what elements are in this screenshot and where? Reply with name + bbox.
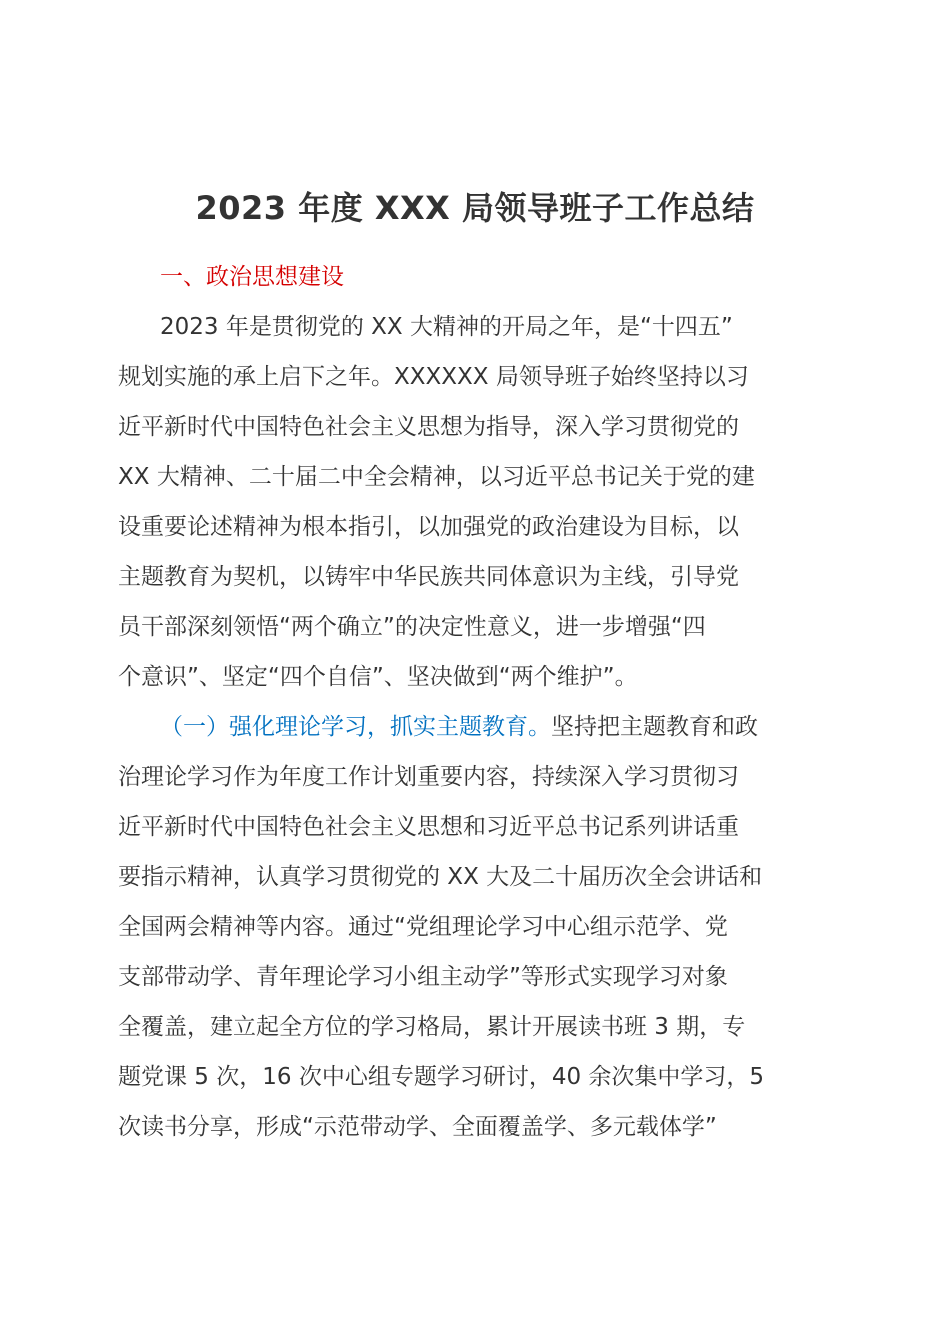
subsection-heading-theory-study: （一）强化理论学习，抓实主题教育。 [160,714,551,740]
paragraph-line: 全国两会精神等内容。通过“党组理论学习中心组示范学、党 [118,914,728,940]
paragraph-line: 设重要论述精神为根本指引，以加强党的政治建设为目标，以 [118,514,739,540]
paragraph-line: 支部带动学、青年理论学习小组主动学”等形式实现学习对象 [118,964,728,990]
document-title: 2023 年度 XXX 局领导班子工作总结 [195,189,755,227]
paragraph-line [118,702,832,752]
paragraph-line: 次读书分享，形成“示范带动学、全面覆盖学、多元载体学” [118,1114,717,1140]
paragraph-line: 主题教育为契机，以铸牢中华民族共同体意识为主线，引导党 [118,564,739,590]
paragraph-line: 规划实施的承上启下之年。XXXXXX 局领导班子始终坚持以习 [118,364,749,390]
paragraph-line: 员干部深刻领悟“两个确立”的决定性意义，进一步增强“四 [118,614,706,640]
paragraph-line: 全覆盖，建立起全方位的学习格局，累计开展读书班 3 期，专 [118,1014,746,1040]
paragraph-theory-study [118,702,832,1152]
section-heading-political: 一、政治思想建设 [160,264,344,290]
paragraph-line: 个意识”、坚定“四个自信”、坚决做到“两个维护”。 [118,664,638,690]
paragraph-line: 近平新时代中国特色社会主义思想和习近平总书记系列讲话重 [118,814,739,840]
paragraph-line: 近平新时代中国特色社会主义思想为指导，深入学习贯彻党的 [118,414,739,440]
paragraph-line: 题党课 5 次，16 次中心组专题学习研讨，40 余次集中学习，5 [118,1064,765,1090]
paragraph-line-rest: 坚持把主题教育和政 [551,714,758,740]
document-body [118,252,832,1152]
paragraph-line: XX 大精神、二十届二中全会精神，以习近平总书记关于党的建 [118,464,755,490]
paragraph-line: 治理论学习作为年度工作计划重要内容，持续深入学习贯彻习 [118,764,739,790]
paragraph-line: 要指示精神，认真学习贯彻党的 XX 大及二十届历次全会讲话和 [118,864,763,890]
paragraph-line: 2023 年是贯彻党的 XX 大精神的开局之年，是“十四五” [160,314,733,340]
paragraph-intro [118,302,832,702]
